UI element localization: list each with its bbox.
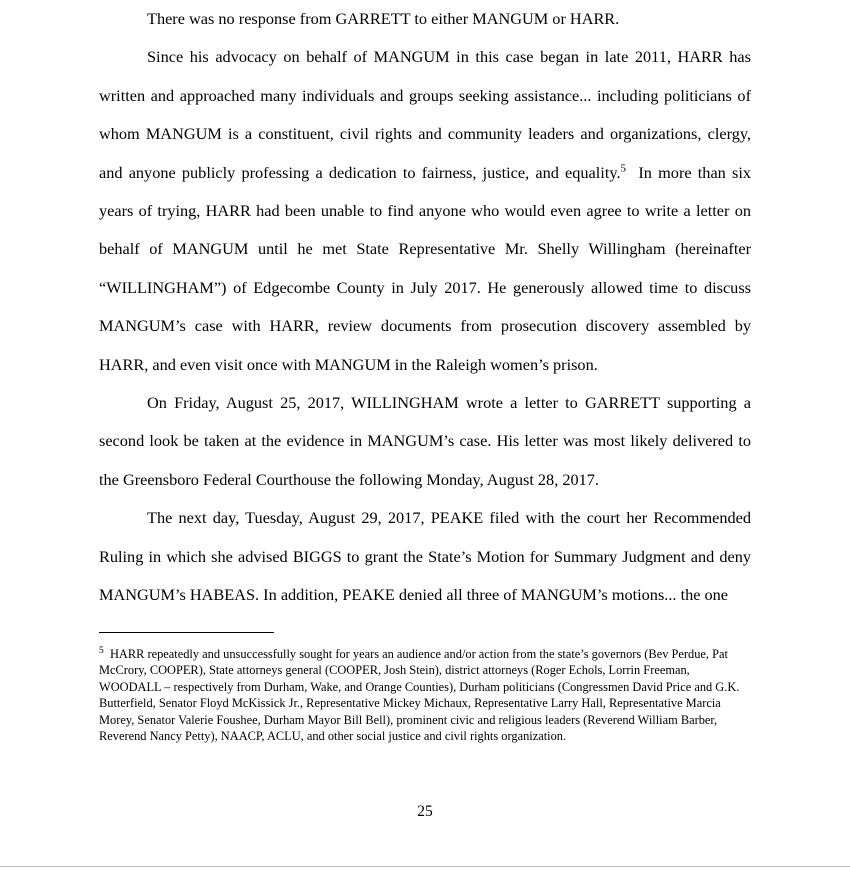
footnote-marker: 5 bbox=[99, 645, 104, 656]
paragraph-4-text: On Friday, August 25, 2017, WILLINGHAM wrote a letter to GARRETT supporting a second look be taken at the evidence in MANGUM’s case. His letter was most likely delivered to the Greensboro Federal Courthouse the following Monday, August 28, 2017. bbox=[99, 393, 751, 489]
footnote-text: HARR repeatedly and unsuccessfully sought for years an audience and/or action from the state’s governors (Bev Perdue, Pat McCrory, COOPER), State attorneys general (COOPER, Josh Stein), district attorneys (Roger Echols, Lorrin Freeman, WOODALL – respectively from Durham, Wake, and Orange Counties), Durham politicians (Congressmen David Price and G.K. Butterfield, Senator Floyd McKissick Jr., Representative Mickey Michaux, Representative Larry Hall, Representative Marcia Morey, Senator Valerie Foushee, Durham Mayor Bill Bell), prominent civic and religious leaders (Reverend William Barber, Reverend Nancy Petty), NAACP, ACLU, and other social justice and civil rights organization. bbox=[99, 647, 740, 744]
page-number: 25 bbox=[417, 803, 433, 820]
paragraph-4 bbox=[99, 384, 751, 499]
footnote-block bbox=[99, 646, 744, 744]
paragraph-5 bbox=[99, 499, 751, 614]
page-bottom-rule bbox=[0, 866, 850, 867]
paragraph-1 bbox=[99, 0, 751, 38]
paragraph-1-text: There was no response from GARRETT to either MANGUM or HARR. bbox=[147, 9, 620, 28]
paragraph-5-text: The next day, Tuesday, August 29, 2017, PEAKE filed with the court her Recommended Ruling in which she advised BIGGS to grant the State’s Motion for Summary Judgment and deny MANGUM’s HABEAS. In addition, PEAKE denied all three of MANGUM’s motions... the one bbox=[99, 508, 751, 605]
footnote-separator-rule bbox=[99, 632, 274, 633]
paragraph-2 bbox=[99, 38, 751, 384]
document-body bbox=[99, 0, 751, 615]
paragraph-2-text: Since his advocacy on behalf of MANGUM in this case began in late 2011, HARR has written and approached many individuals and groups seeking assistance... including politicians of whom MANGUM is a constituent, civil rights and community leaders and organizations, clergy, and anyone publicly professing a dedication to fairness, justice, and equality. bbox=[99, 47, 751, 182]
paragraph-3-text: In more than six years of trying, HARR had been unable to find anyone who would even agree to write a letter on behalf of MANGUM until he met State Representative Mr. Shelly Willingham (hereinafter “WILLINGHAM”) of Edgecombe County in July 2017. He generously allowed time to discuss MANGUM’s case with HARR, review documents from prosecution discovery assembled by HARR, and even visit once with MANGUM in the Raleigh women’s prison. bbox=[99, 162, 751, 374]
footnote-reference-5[interactable]: 5 bbox=[620, 162, 627, 175]
